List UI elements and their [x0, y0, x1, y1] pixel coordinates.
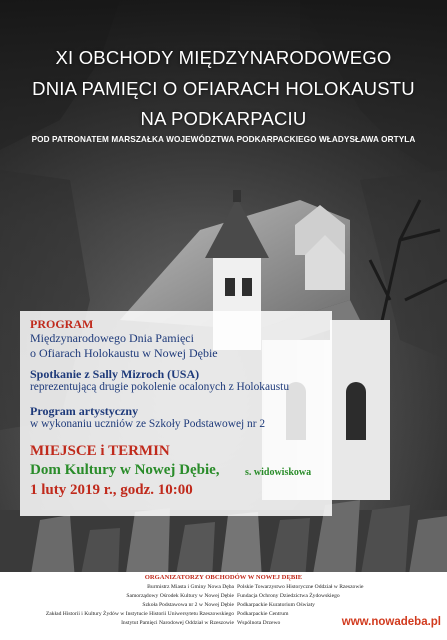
organizer-left-2: Samorządowy Ośrodek Kultury w Nowej Dębie — [126, 593, 234, 599]
organizer-left-5: Instytut Pamięci Narodowej Oddział w Rzeszowie — [121, 620, 234, 626]
guest-description: reprezentującą drugie pokolenie ocalonych z Holokaustu — [30, 381, 290, 393]
patronage-line: POD PATRONATEM MARSZAŁKA WOJEWÓDZTWA PODKARPACKIEGO WŁADYSŁAWA ORTYLA — [31, 135, 416, 144]
artistic-program-title: Program artystyczny — [30, 404, 139, 418]
guest-meeting-title: Spotkanie z Sally Mizroch (USA) — [30, 367, 200, 381]
watermark-url: www.nowadeba.pl — [341, 616, 441, 628]
artistic-program-description: w wykonaniu uczniów ze Szkoły Podstawowej nr 2 — [30, 418, 266, 430]
event-date-time: 1 luty 2019 r., godz. 10:00 — [30, 482, 193, 498]
organizer-right-4: Podkarpackie Centrum — [237, 611, 289, 617]
organizer-right-3: Podkarpackie Kuratorium Oświaty — [237, 602, 315, 608]
headline-line-3: NA PODKARPACIU — [140, 108, 307, 129]
organizer-right-5: Wspólnota Drzewo — [237, 620, 281, 626]
venue-name: Dom Kultury w Nowej Dębie, — [30, 462, 220, 478]
program-title: PROGRAM — [30, 317, 94, 331]
organizer-right-2: Fundacja Ochrony Dziedzictwa Żydowskiego — [237, 593, 340, 599]
organizers-title: ORGANIZATORZY OBCHODÓW W NOWEJ DĘBIE — [144, 574, 303, 581]
headline-line-1: XI OBCHODY MIĘDZYNARODOWEGO — [55, 47, 392, 68]
headline-line-2: DNIA PAMIĘCI O OFIARACH HOLOKAUSTU — [32, 78, 415, 99]
organizer-left-3: Szkoła Podstawowa nr 2 w Nowej Dębie — [142, 602, 234, 608]
program-subtitle-line-2: o Ofiarach Holokaustu w Nowej Dębie — [30, 346, 218, 360]
organizer-left-1: Burmistrz Miasta i Gminy Nowa Dęba — [147, 584, 234, 590]
place-and-date-title: MIEJSCE i TERMIN — [30, 443, 170, 459]
venue-room: s. widowiskowa — [245, 467, 312, 478]
organizer-left-4: Zakład Historii i Kultury Żydów w Instytucie Historii Uniwersytetu Rzeszowskiego — [45, 611, 234, 617]
organizer-right-1: Polskie Towarzystwo Historyczne Oddział w Rzeszowie — [237, 584, 364, 590]
program-subtitle-line-1: Międzynarodowego Dnia Pamięci — [30, 331, 194, 345]
